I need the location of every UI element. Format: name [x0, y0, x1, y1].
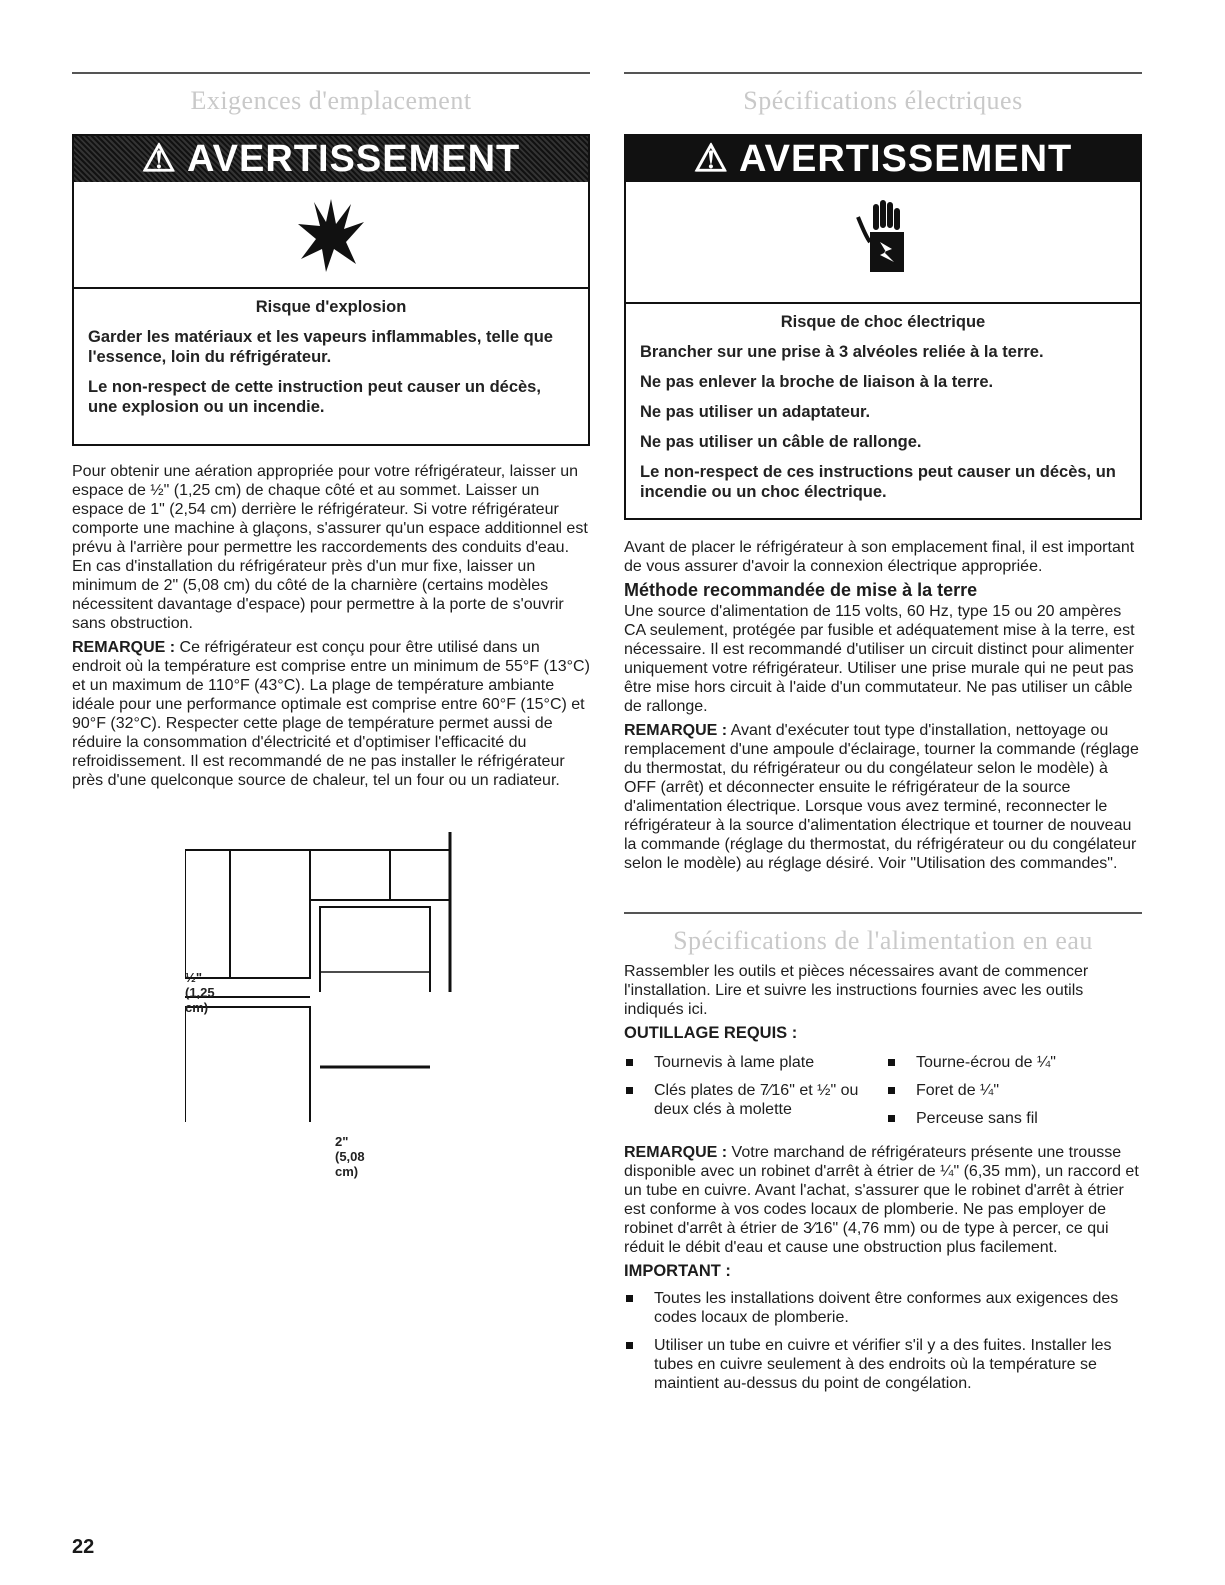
shock-warning-box [624, 134, 1142, 520]
placement-paragraph: Avant de placer le réfrigérateur à son emplacement final, il est important de vous assurer d'avoir la connexion électrique appropriée. [624, 539, 1135, 575]
tool-item: Perceuse sans fil [886, 1109, 1142, 1128]
tool-item: Clés plates de 7⁄16" et ½" ou deux clés à molette [624, 1081, 886, 1119]
warning-line-2: Le non-respect de cette instruction peut causer un décès, une explosion ou un incendie. [88, 378, 541, 416]
section-title-location: Exigences d'emplacement [190, 86, 472, 115]
warning-line-4: Ne pas utiliser un câble de rallonge. [640, 433, 922, 451]
two-inch-label: 2" (5,08 cm) [335, 1134, 365, 1179]
section-title-water: Spécifications de l'alimentation en eau [673, 926, 1093, 955]
explosion-icon [296, 194, 366, 274]
water-text [624, 962, 1142, 1402]
grounding-paragraph: Une source d'alimentation de 115 volts, 60 Hz, type 15 ou 20 ampères CA seulement, protégée par fusible et adéquatement mise à la terre, est nécessaire. Il est recommandé d'utiliser un circuit distinct pour alimenter uniquement votre réfrigérateur. Utiliser une prise murale qui ne peut pas être mise hors circuit à l'aide d'un commutateur. Ne pas utiliser un câble de rallonge. [624, 603, 1135, 715]
temperature-note: REMARQUE : Ce réfrigérateur est conçu pour être utilisé dans un endroit où la température est comprise entre un minimum de 55°F (13°C) et un maximum de 110°F (43°C). La plage de température ambiante idéale pour une performance optimale est comprise entre 60°F (15°C) et 90°F (32°C). Respecter cette plage de température permet aussi de réduire la consommation d'électricité et d'optimiser l'efficacité du refroidissement. Il est recommandé de ne pas installer le réfrigérateur près d'une quelconque source de chaleur, tel un four ou un radiateur. [72, 639, 590, 789]
warning-line-5: Le non-respect de ces instructions peut causer un décès, un incendie ou un choc électrique. [640, 463, 1116, 501]
important-heading: IMPORTANT : [624, 1262, 731, 1280]
warning-header: ⚠ AVERTISSEMENT [74, 136, 588, 182]
valve-note: REMARQUE : Votre marchand de réfrigérateurs présente une trousse disponible avec un robinet d'arrêt à étrier de ¼" (6,35 mm), un raccord et un tube en cuivre. Avant l'achat, s'assurer que le robinet d'arrêt à étrier est conforme à vos codes locaux de plomberie. Ne pas employer de robinet d'arrêt à étrier de 3⁄16" (4,76 mm) ou de type à percer, ce qui réduit le débit d'eau et cause une obstruction plus facilement. [624, 1144, 1139, 1256]
refrigerator-drawing [185, 832, 475, 1122]
water-section-rule [624, 912, 1142, 914]
electrical-text [624, 538, 1142, 878]
tools-left-column [624, 1053, 886, 1137]
section-title-electrical: Spécifications électriques [743, 86, 1023, 115]
shock-icon-area [626, 182, 1140, 304]
ventilation-paragraph: Pour obtenir une aération appropriée pour votre réfrigérateur, laisser un espace de ½" (1,25 cm) de chaque côté et au sommet. Laisser un espace de 1" (2,54 cm) derrière le réfrigérateur. Si votre réfrigérateur comporte une machine à glaçons, s'assurer qu'un espace additionnel est prévu à l'arrière pour permettre les raccordements des conduits d'eau. En cas d'installation du réfrigérateur près d'un mur fixe, laisser un minimum de 2" (5,08 cm) du côté de la charnière (certains modèles nécessitent davantage d'espace) pour permettre à la porte de s'ouvrir sans obstruction. [72, 463, 588, 632]
tool-item: Foret de ¼" [886, 1081, 1142, 1100]
half-inch-label: ½" (1,25 cm) [185, 970, 215, 1015]
warning-body [74, 289, 588, 417]
hazard-title: Risque d'explosion [255, 298, 407, 316]
warning-header: ⚠ AVERTISSEMENT [626, 136, 1140, 182]
water-intro: Rassembler les outils et pièces nécessaires avant de commencer l'installation. Lire et suivre les instructions fournies avec les outils indiqués ici. [624, 963, 1089, 1018]
important-item: Toutes les installations doivent être conformes aux exigences des codes locaux de plomberie. [624, 1289, 1142, 1327]
tool-item: Tournevis à lame plate [624, 1053, 886, 1072]
tools-heading: OUTILLAGE REQUIS : [624, 1024, 798, 1042]
tool-item: Tourne-écrou de ¼" [886, 1053, 1142, 1072]
explosion-warning-box [72, 134, 590, 446]
warning-line-2: Ne pas enlever la broche de liaison à la terre. [640, 373, 994, 391]
explosion-icon-area [74, 182, 588, 289]
warning-triangle-icon: ⚠ [141, 138, 177, 180]
hazard-title: Risque de choc électrique [780, 313, 986, 331]
tools-right-column [886, 1053, 1142, 1137]
warning-line-1: Brancher sur une prise à 3 alvéoles reliée à la terre. [640, 343, 1044, 361]
location-text [72, 462, 590, 795]
page-number: 22 [72, 1536, 95, 1558]
top-rule-left [72, 72, 590, 74]
warning-line-3: Ne pas utiliser un adaptateur. [640, 403, 871, 421]
warning-triangle-icon: ⚠ [693, 138, 729, 180]
warning-line-1: Garder les matériaux et les vapeurs inflammables, telle que l'essence, loin du réfrigérateur. [88, 328, 553, 366]
electric-shock-hand-icon [856, 197, 916, 287]
warning-body [626, 304, 1140, 502]
disconnect-note: REMARQUE : Avant d'exécuter tout type d'installation, nettoyage ou remplacement d'une ampoule d'éclairage, tourner la commande (réglage du thermostat, du réfrigérateur ou du congélateur selon le modèle) à OFF (arrêt) et déconnecter ensuite le réfrigérateur de la source d'alimentation électrique. Lorsque vous avez terminé, reconnecter le réfrigérateur à la source d'alimentation électrique et tourner de nouveau la commande (réglage du thermostat, du réfrigérateur ou du congélateur selon le modèle) au réglage désiré. Voir "Utilisation des commandes". [624, 722, 1139, 872]
top-rule-right [624, 72, 1142, 74]
grounding-heading: Méthode recommandée de mise à la terre [624, 580, 978, 600]
important-item: Utiliser un tube en cuivre et vérifier s'il y a des fuites. Installer les tubes en cuivre seulement à des endroits où la température se maintient au-dessus du point de congélation. [624, 1336, 1142, 1393]
tools-list [624, 1053, 1142, 1137]
